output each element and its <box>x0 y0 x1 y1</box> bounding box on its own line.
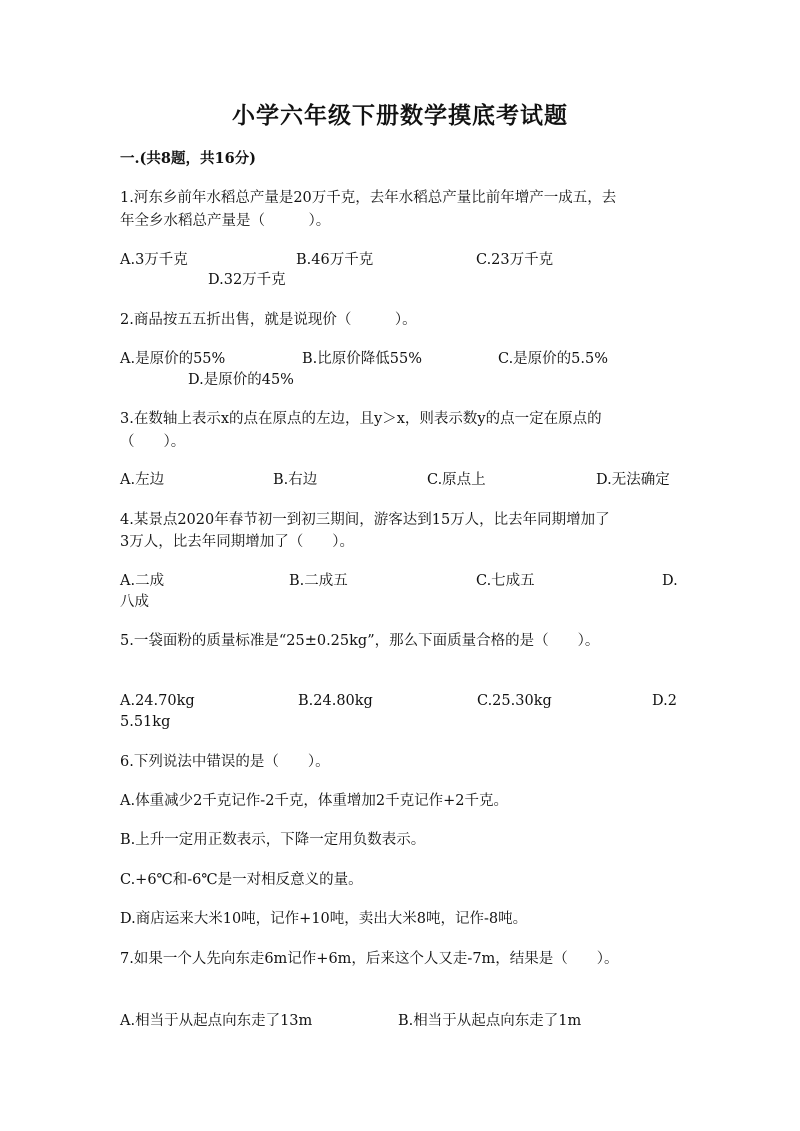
q2-option-c: C.是原价的5.5% <box>498 351 609 367</box>
q2-option-d: D.是原价的45% <box>188 372 294 388</box>
q5-option-c: C.25.30kg <box>477 693 552 709</box>
section-heading: 一.(共8题，共16分) <box>120 150 257 167</box>
page-title: 小学六年级下册数学摸底考试题 <box>232 102 568 129</box>
q7-text-line1: 7.如果一个人先向东走6m记作+6m，后来这个人又走-7m，结果是（ ）。 <box>120 951 619 967</box>
q5-option-b: B.24.80kg <box>298 693 373 709</box>
q5-option-d-part2: 5.51kg <box>120 714 171 730</box>
q4-text-line2: 3万人，比去年同期增加了（ ）。 <box>120 534 354 550</box>
q4-option-a: A.二成 <box>120 573 165 589</box>
q6-option-d: D.商店运来大米10吨，记作+10吨，卖出大米8吨，记作-8吨。 <box>120 911 528 927</box>
q3-option-a: A.左边 <box>120 472 165 488</box>
q4-option-c: C.七成五 <box>476 573 535 589</box>
q2-option-a: A.是原价的55% <box>120 351 226 367</box>
q7-option-b: B.相当于从起点向东走了1m <box>398 1013 582 1029</box>
q4-text-line1: 4.某景点2020年春节初一到初三期间，游客达到15万人，比去年同期增加了 <box>120 512 610 528</box>
q6-option-c: C.+6℃和-6℃是一对相反意义的量。 <box>120 872 363 888</box>
q4-option-d-part1: D. <box>662 573 678 589</box>
q2-option-b: B.比原价降低55% <box>302 351 422 367</box>
q7-option-a: A.相当于从起点向东走了13m <box>120 1013 313 1029</box>
q3-text-line1: 3.在数轴上表示x的点在原点的左边，且y＞x，则表示数y的点一定在原点的 <box>120 411 602 427</box>
q5-text-line1: 5.一袋面粉的质量标准是“25±0.25kg”，那么下面质量合格的是（ ）。 <box>120 633 600 649</box>
q2-text-line1: 2.商品按五五折出售，就是说现价（ ）。 <box>120 312 417 328</box>
q4-option-d-part2: 八成 <box>120 594 149 610</box>
q1-text-line2: 年全乡水稻总产量是（ ）。 <box>120 213 331 229</box>
q1-text-line1: 1.河东乡前年水稻总产量是20万千克，去年水稻总产量比前年增产一成五，去 <box>120 190 617 206</box>
q3-option-d: D.无法确定 <box>596 472 670 488</box>
q6-option-b: B.上升一定用正数表示，下降一定用负数表示。 <box>120 832 426 848</box>
q1-option-b: B.46万千克 <box>296 252 374 268</box>
q5-option-a: A.24.70kg <box>120 693 195 709</box>
q1-option-c: C.23万千克 <box>476 252 554 268</box>
q6-text-line1: 6.下列说法中错误的是（ ）。 <box>120 754 330 770</box>
q6-option-a: A.体重减少2千克记作-2千克，体重增加2千克记作+2千克。 <box>120 793 509 809</box>
q3-text-line2: （ ）。 <box>120 434 186 450</box>
q4-option-b: B.二成五 <box>289 573 348 589</box>
q1-option-a: A.3万千克 <box>120 252 188 268</box>
q1-option-d: D.32万千克 <box>208 272 286 288</box>
q3-option-b: B.右边 <box>273 472 318 488</box>
q5-option-d-part1: D.2 <box>652 693 677 709</box>
q3-option-c: C.原点上 <box>427 472 486 488</box>
